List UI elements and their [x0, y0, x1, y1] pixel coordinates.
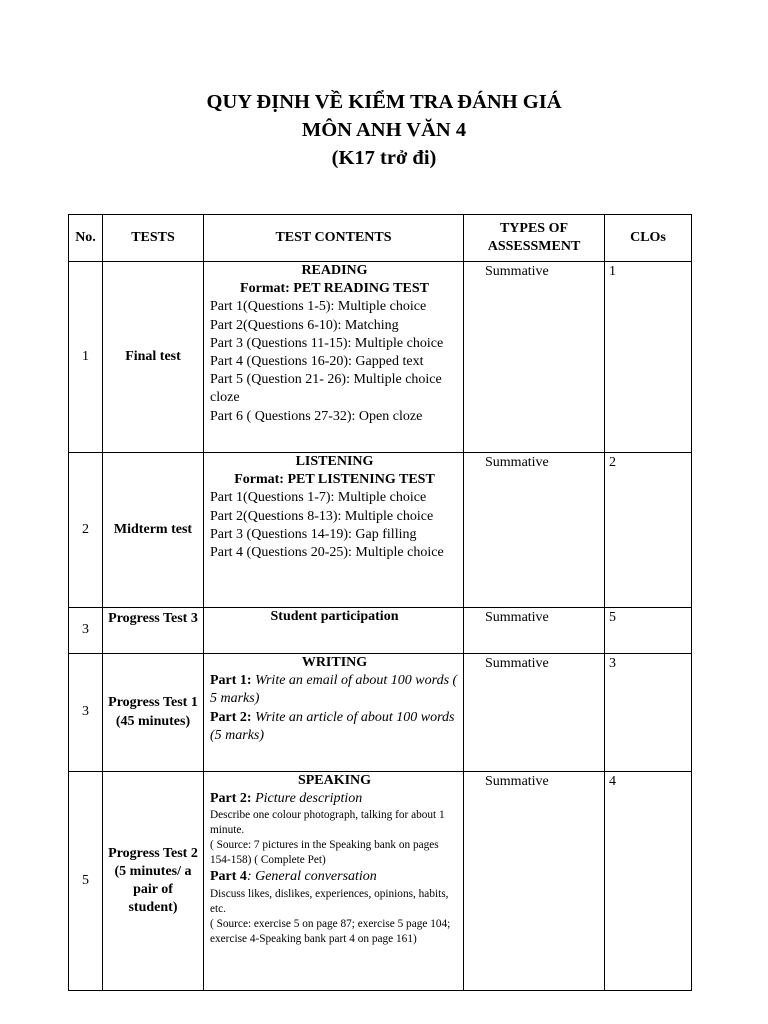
- test-name: Progress Test 2 (5 minutes/ a pair of student): [103, 772, 204, 991]
- part-description: Describe one colour photograph, talking for about 1 minute.: [210, 809, 445, 837]
- clo-value: 1: [605, 262, 692, 453]
- header-clos: CLOs: [605, 215, 692, 262]
- document-title: [0, 88, 768, 172]
- row-number: 2: [69, 453, 103, 608]
- test-contents: [204, 772, 464, 991]
- content-line: Part 6 ( Questions 27-32): Open cloze: [210, 408, 423, 424]
- row-number: 3: [69, 608, 103, 654]
- table-row: [69, 654, 692, 772]
- part-label: Part 4: [210, 869, 247, 885]
- content-title: SPEAKING: [297, 773, 372, 788]
- content-title: LISTENING: [295, 454, 374, 469]
- row-number: 5: [69, 772, 103, 991]
- writing-part-1: [210, 672, 459, 708]
- content-line: Part 2(Questions 8-13): Multiple choice: [210, 508, 434, 524]
- test-name: Progress Test 1 (45 minutes): [103, 654, 204, 772]
- content-format: Format: PET READING TEST: [240, 281, 429, 297]
- table-row: [69, 772, 692, 991]
- table-row: [69, 608, 692, 654]
- test-name: Midterm test: [103, 453, 204, 608]
- clo-value: 5: [605, 608, 692, 654]
- title-line-2: MÔN ANH VĂN 4: [301, 119, 467, 141]
- assessment-table: [68, 214, 692, 991]
- test-name: Final test: [103, 262, 204, 453]
- part-text: : General conversation: [246, 869, 377, 885]
- part-text: Picture description: [255, 791, 363, 807]
- content-line: Part 5 (Question 21- 26): Multiple choice cloze: [210, 372, 442, 406]
- content-title: WRITING: [301, 655, 368, 670]
- table-row: [69, 453, 692, 608]
- content-title: READING: [301, 263, 368, 278]
- clo-value: 2: [605, 453, 692, 608]
- content-line: Part 3 (Questions 14-19): Gap filling: [210, 526, 417, 542]
- clo-value: 3: [605, 654, 692, 772]
- header-types: TYPES OF ASSESSMENT: [464, 215, 605, 262]
- content-line: Part 3 (Questions 11-15): Multiple choice: [210, 335, 444, 351]
- content-format: Format: PET LISTENING TEST: [234, 472, 435, 488]
- title-line-3: (K17 trở đi): [331, 147, 437, 169]
- speaking-part-2: [210, 790, 459, 808]
- content-line: Part 4 (Questions 16-20): Gapped text: [210, 354, 424, 370]
- table-row: [69, 262, 692, 453]
- assessment-type: Summative: [464, 262, 605, 453]
- part-label: Part 1:: [210, 673, 252, 689]
- content-line: Part 4 (Questions 20-25): Multiple choice: [210, 545, 444, 561]
- speaking-part-4: [210, 868, 459, 886]
- header-tests: TESTS: [103, 215, 204, 262]
- header-contents: TEST CONTENTS: [204, 215, 464, 262]
- part-text: Write an email of about 100 words ( 5 marks): [210, 673, 458, 707]
- writing-part-2: [210, 709, 459, 745]
- content-line: Part 1(Questions 1-7): Multiple choice: [210, 490, 427, 506]
- header-no: No.: [69, 215, 103, 262]
- clo-value: 4: [605, 772, 692, 991]
- assessment-type: Summative: [464, 453, 605, 608]
- row-number: 1: [69, 262, 103, 453]
- test-contents: [204, 453, 464, 608]
- part-label: Part 2:: [210, 709, 252, 725]
- part-description: Discuss likes, dislikes, experiences, opinions, habits, etc.: [210, 887, 449, 915]
- part-text: Write an article of about 100 words (5 marks): [210, 709, 455, 743]
- test-contents: [204, 608, 464, 654]
- part-source: ( Source: exercise 5 on page 87; exercise 5 page 104; exercise 4-Speaking bank part 4 on page 161): [210, 917, 451, 945]
- test-contents: [204, 262, 464, 453]
- title-line-1: QUY ĐỊNH VỀ KIỂM TRA ĐÁNH GIÁ: [206, 91, 562, 113]
- assessment-type: Summative: [464, 608, 605, 654]
- assessment-type: Summative: [464, 772, 605, 991]
- content-title: Student participation: [270, 609, 399, 624]
- row-number: 3: [69, 654, 103, 772]
- content-line: Part 2(Questions 6-10): Matching: [210, 317, 399, 333]
- assessment-type: Summative: [464, 654, 605, 772]
- test-name: Progress Test 3: [103, 608, 204, 654]
- part-source: ( Source: 7 pictures in the Speaking bank on pages 154-158) ( Complete Pet): [210, 839, 439, 867]
- test-contents: [204, 654, 464, 772]
- part-label: Part 2:: [210, 791, 252, 807]
- content-line: Part 1(Questions 1-5): Multiple choice: [210, 299, 427, 315]
- table-header-row: [69, 215, 692, 262]
